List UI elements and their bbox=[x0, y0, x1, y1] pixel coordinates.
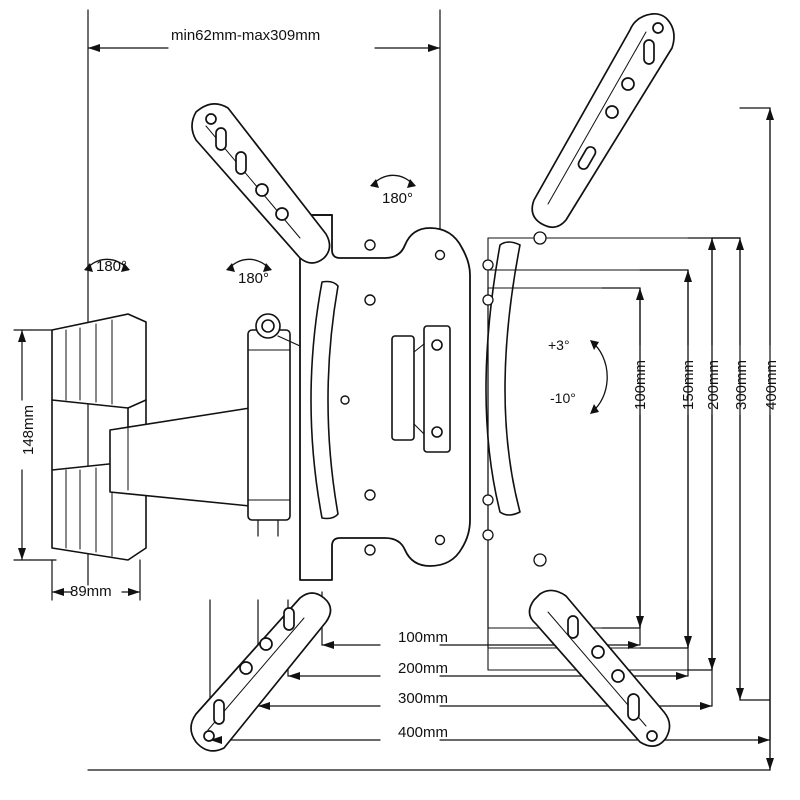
pivot-column bbox=[248, 314, 300, 536]
label-tilt-up: +3° bbox=[548, 337, 570, 353]
label-vesa-horizontal-100: 100mm bbox=[398, 629, 449, 646]
vertical-dimension-arrows bbox=[640, 108, 770, 770]
label-vesa-vertical-150: 150mm bbox=[680, 359, 697, 410]
label-swivel-top: 180° bbox=[382, 190, 414, 207]
swivel-arm-top-left bbox=[192, 104, 330, 263]
label-vesa-horizontal-400: 400mm bbox=[398, 724, 449, 741]
label-vesa-vertical-300: 300mm bbox=[733, 359, 750, 410]
label-vesa-vertical-200: 200mm bbox=[705, 359, 722, 410]
swivel-arm-bottom-left bbox=[191, 593, 331, 751]
swivel-arm-top-right bbox=[532, 14, 674, 227]
label-tilt-down: -10° bbox=[550, 390, 576, 406]
label-vesa-vertical-100: 100mm bbox=[632, 359, 649, 410]
label-swivel-left: 180° bbox=[96, 258, 128, 275]
label-vesa-vertical-400: 400mm bbox=[763, 359, 780, 410]
vesa-reference-rectangles bbox=[488, 238, 712, 670]
label-swivel-mid: 180° bbox=[238, 270, 270, 287]
wall-plate-assembly bbox=[52, 314, 274, 560]
label-vesa-horizontal-200: 200mm bbox=[398, 660, 449, 677]
label-extension-range: min62mm-max309mm bbox=[171, 27, 321, 44]
label-vesa-horizontal-300: 300mm bbox=[398, 690, 449, 707]
label-arm-height: 148mm bbox=[20, 404, 37, 455]
label-plate-depth: 89mm bbox=[70, 583, 112, 600]
swivel-arm-bottom-right bbox=[529, 590, 669, 746]
